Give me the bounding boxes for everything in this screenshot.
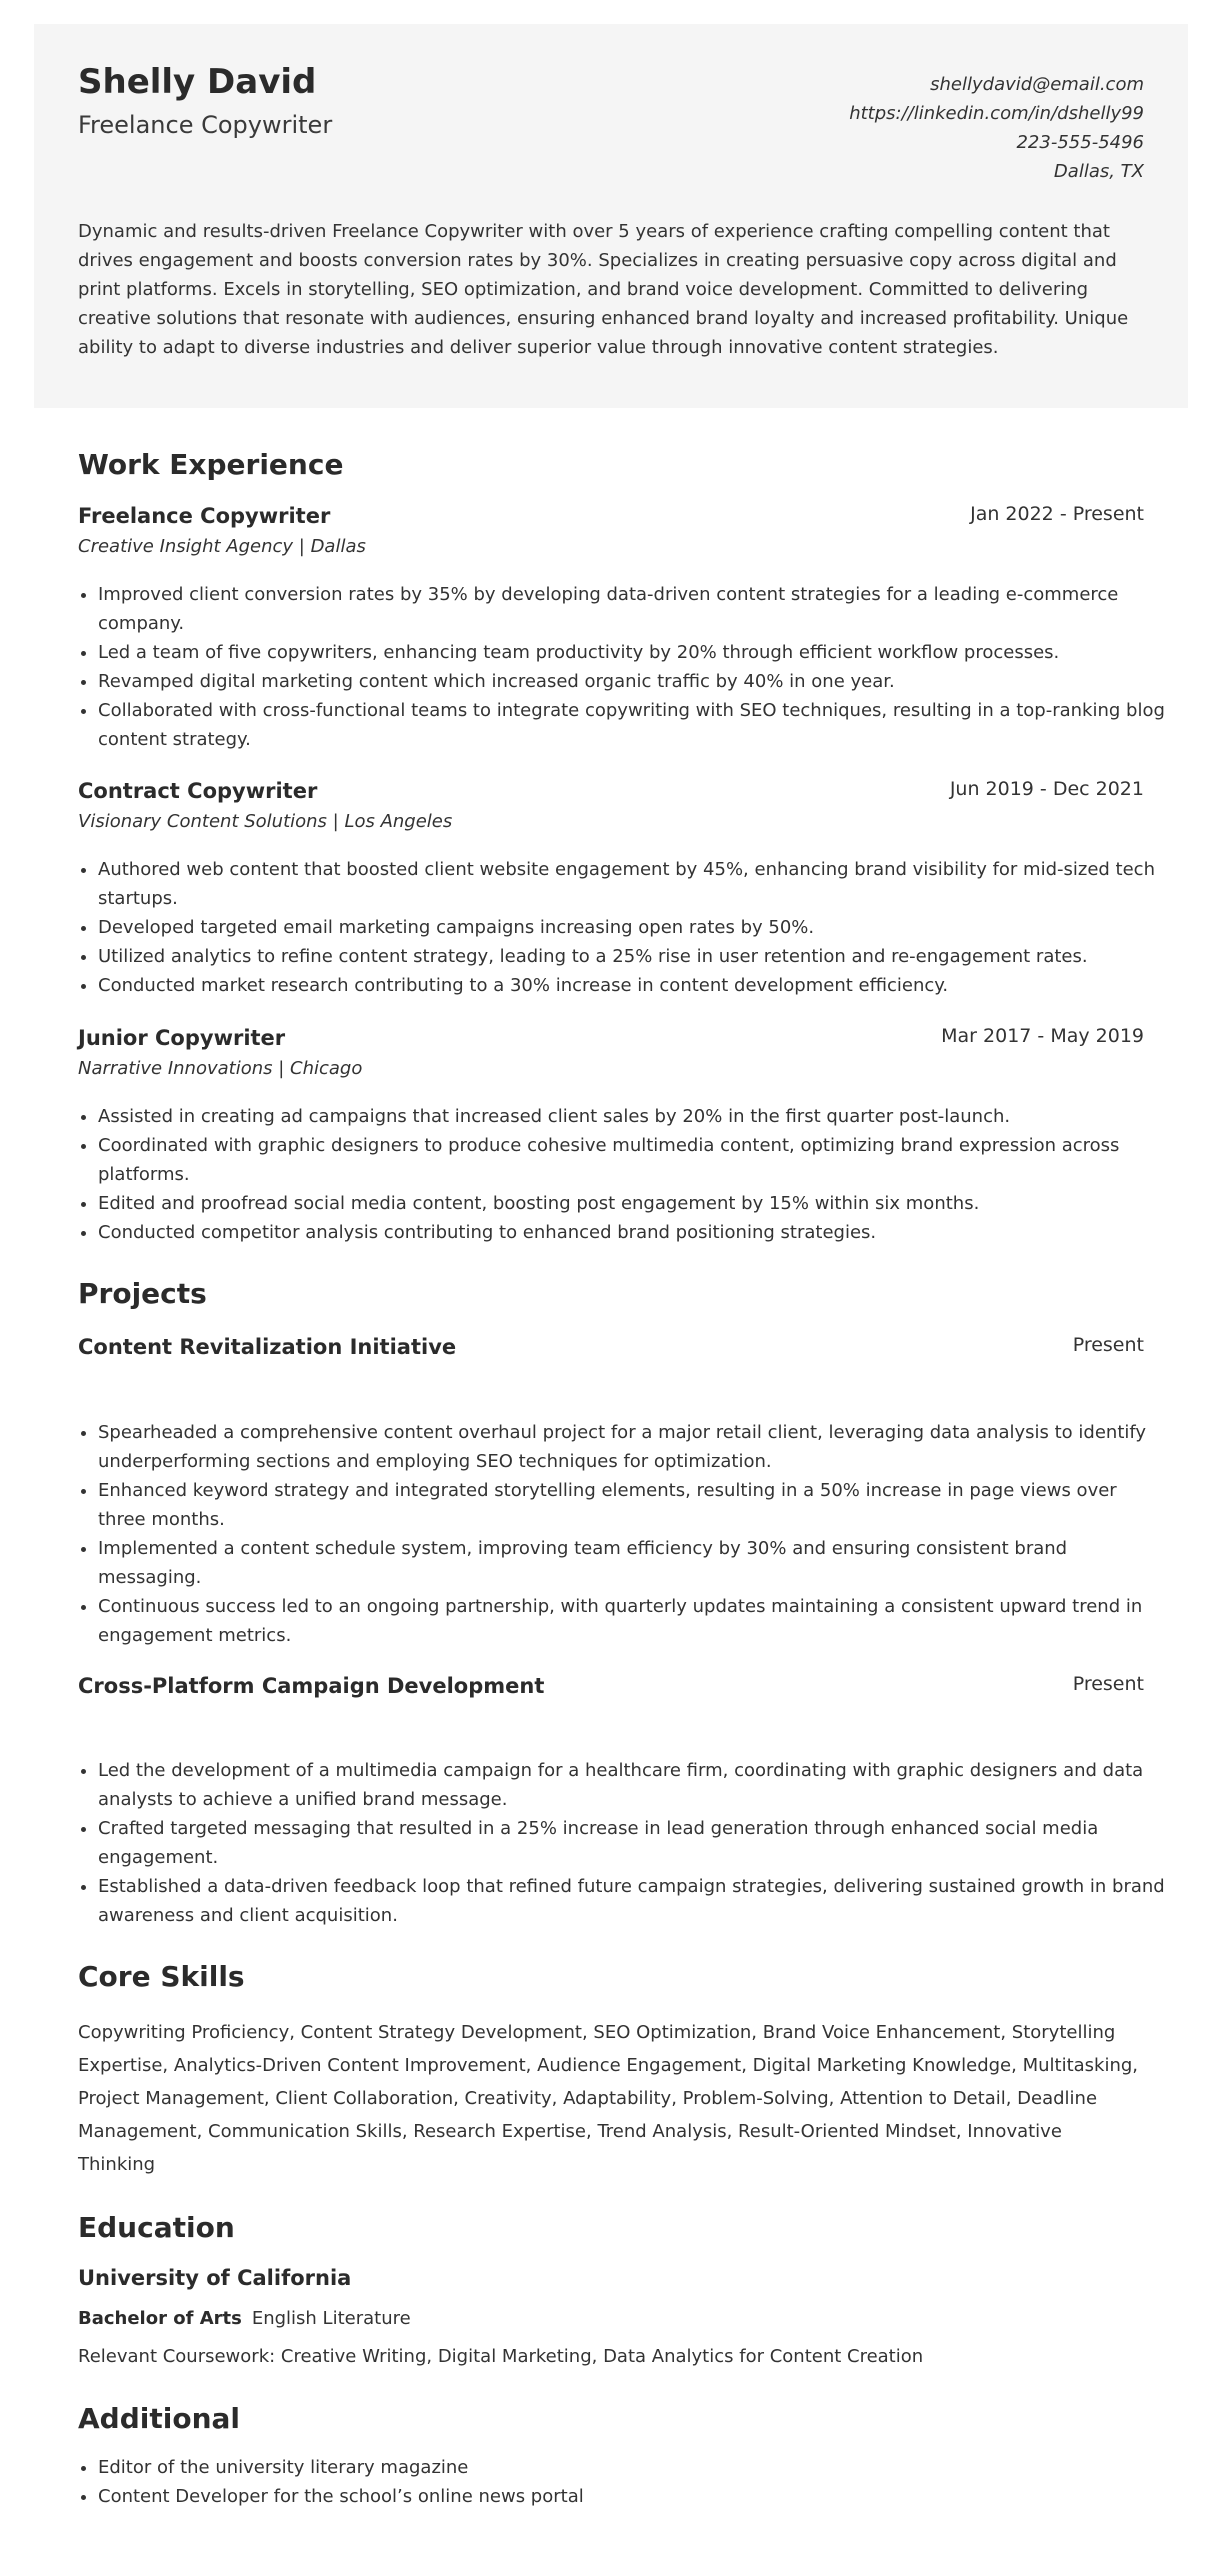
summary-text: Dynamic and results-driven Freelance Copywriter with over 5 years of experience crafting compelling content that drives engagement and boosts conversion rates by 30%. Specializes in creating persuasive copy across digital and print platforms. Excels in storytelling, SEO optimization, and brand voice development. Committed to delivering creative solutions that resonate with audiences, ensuring enhanced brand loyalty and increased profitability. Unique ability to adapt to diverse industries and deliver superior value through innovative content strategies.	[78, 221, 1129, 358]
coursework-line: Relevant Coursework: Creative Writing, Digital Marketing, Data Analytics for Content Creation	[78, 2346, 924, 2367]
contact-email[interactable]: shellydavid@email.com	[930, 74, 1144, 95]
list-item: • Developed targeted email marketing campaigns increasing open rates by 50%.	[98, 913, 1168, 942]
job-bullets	[78, 1102, 1168, 1247]
list-item: • Conducted market research contributing to a 30% increase in content development efficiency.	[98, 971, 1168, 1000]
job-dates: Jan 2022 - Present	[970, 503, 1144, 525]
school-name: University of California	[78, 2266, 352, 2290]
project-bullets	[78, 1756, 1168, 1930]
job-company: Creative Insight Agency | Dallas	[78, 536, 366, 557]
list-item: • Edited and proofread social media content, boosting post engagement by 15% within six months.	[98, 1189, 1168, 1218]
list-item: • Continuous success led to an ongoing partnership, with quarterly updates maintaining a consistent upward trend in engagement metrics.	[98, 1592, 1168, 1650]
list-item: • Improved client conversion rates by 35% by developing data-driven content strategies for a leading e-commerce company.	[98, 580, 1168, 638]
contact-block	[849, 70, 1144, 186]
list-item: • Content Developer for the school’s online news portal	[98, 2482, 1168, 2511]
list-item: • Conducted competitor analysis contributing to enhanced brand positioning strategies.	[98, 1218, 1168, 1247]
project-bullets	[78, 1418, 1168, 1650]
job-title: Freelance Copywriter	[78, 504, 331, 528]
list-item: • Implemented a content schedule system, improving team efficiency by 30% and ensuring consistent brand messaging.	[98, 1534, 1168, 1592]
project-dates: Present	[1072, 1673, 1144, 1695]
list-item: • Utilized analytics to refine content strategy, leading to a 25% rise in user retention and re-engagement rates.	[98, 942, 1168, 971]
degree-field: English Literature	[251, 2308, 411, 2329]
work-experience-heading: Work Experience	[78, 448, 344, 481]
job-dates: Mar 2017 - May 2019	[941, 1025, 1144, 1047]
contact-linkedin[interactable]: https://linkedin.com/in/dshelly99	[849, 103, 1144, 124]
candidate-title: Freelance Copywriter	[78, 111, 333, 139]
project-title: Cross-Platform Campaign Development	[78, 1674, 545, 1698]
project-title: Content Revitalization Initiative	[78, 1335, 457, 1359]
list-item: • Established a data-driven feedback loop that refined future campaign strategies, delivering sustained growth in brand awareness and client acquisition.	[98, 1872, 1168, 1930]
education-heading: Education	[78, 2211, 235, 2244]
core-skills-heading: Core Skills	[78, 1960, 245, 1993]
job-title: Contract Copywriter	[78, 779, 318, 803]
list-item: • Assisted in creating ad campaigns that increased client sales by 20% in the first quarter post-launch.	[98, 1102, 1168, 1131]
projects-heading: Projects	[78, 1277, 207, 1310]
list-item: • Spearheaded a comprehensive content overhaul project for a major retail client, leveraging data analysis to identify underperforming sections and employing SEO techniques for optimization.	[98, 1418, 1168, 1476]
job-bullets	[78, 855, 1168, 1000]
job-company: Narrative Innovations | Chicago	[78, 1058, 363, 1079]
job-company: Visionary Content Solutions | Los Angeles	[78, 811, 453, 832]
candidate-name: Shelly David	[78, 62, 317, 102]
skills-text: Copywriting Proficiency, Content Strategy Development, SEO Optimization, Brand Voice Enhancement, Storytelling Expertise, Analytics-Driven Content Improvement, Audience Engagement, Digital Marketing Knowledge, Multitasking, Project Management, Client Collaboration, Creativity, Adaptability, Problem-Solving, Attention to Detail, Deadline Management, Communication Skills, Research Expertise, Trend Analysis, Result-Oriented Mindset, Innovative Thinking	[78, 2022, 1139, 2175]
list-item: • Led the development of a multimedia campaign for a healthcare firm, coordinating with graphic designers and data analysts to achieve a unified brand message.	[98, 1756, 1168, 1814]
contact-phone: 223-555-5496	[1016, 132, 1144, 153]
degree-name: Bachelor of Arts	[78, 2308, 242, 2329]
contact-location: Dallas, TX	[1053, 161, 1144, 182]
job-bullets	[78, 580, 1168, 754]
list-item: • Enhanced keyword strategy and integrated storytelling elements, resulting in a 50% increase in page views over three months.	[98, 1476, 1168, 1534]
additional-heading: Additional	[78, 2402, 240, 2435]
list-item: • Led a team of five copywriters, enhancing team productivity by 20% through efficient workflow processes.	[98, 638, 1168, 667]
list-item: • Coordinated with graphic designers to produce cohesive multimedia content, optimizing brand expression across platforms.	[98, 1131, 1168, 1189]
list-item: • Authored web content that boosted client website engagement by 45%, enhancing brand visibility for mid-sized tech startups.	[98, 855, 1168, 913]
list-item: • Crafted targeted messaging that resulted in a 25% increase in lead generation through enhanced social media engagement.	[98, 1814, 1168, 1872]
project-dates: Present	[1072, 1334, 1144, 1356]
degree-line	[78, 2308, 411, 2329]
list-item: • Editor of the university literary magazine	[98, 2453, 1168, 2482]
job-dates: Jun 2019 - Dec 2021	[949, 778, 1144, 800]
list-item: • Revamped digital marketing content which increased organic traffic by 40% in one year.	[98, 667, 1168, 696]
additional-bullets	[78, 2453, 1168, 2511]
list-item: • Collaborated with cross-functional teams to integrate copywriting with SEO techniques, resulting in a top-ranking blog content strategy.	[98, 696, 1168, 754]
job-title: Junior Copywriter	[78, 1026, 286, 1050]
